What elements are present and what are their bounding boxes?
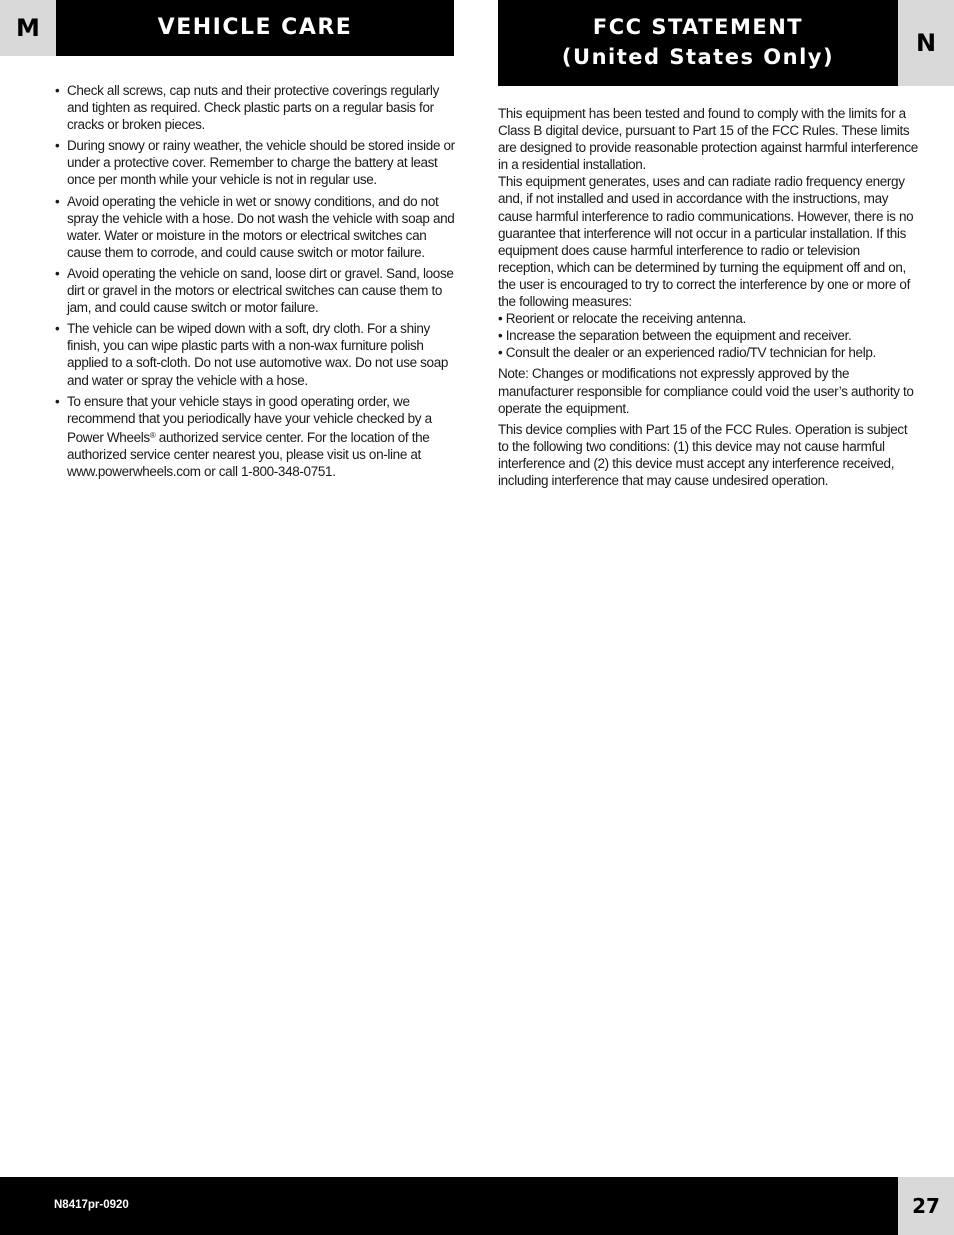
registered-mark: ® (149, 430, 156, 440)
fcc-note: Note: Changes or modifications not expressly approved by the manufacturer responsible for compliance could void the user’s authority to operate the equipment. (498, 366, 914, 416)
fcc-title-line1: FCC STATEMENT (592, 15, 804, 39)
page-number: 27 (898, 1177, 954, 1235)
measure-item: • Increase the separation between the equipment and receiver. (498, 328, 852, 344)
fcc-compliance: This device complies with Part 15 of the FCC Rules. Operation is subject to the following two conditions: (1) this device may not cause harmful interference and (2) this device must accept any interference received, including interference that may cause undesired operation. (498, 421, 908, 488)
fcc-statement-title (498, 0, 898, 86)
section-letter-m: M (0, 0, 56, 56)
section-letter-n: N (898, 0, 954, 86)
footer-bar (0, 1177, 898, 1235)
fcc-title-line2: (United States Only) (561, 45, 835, 69)
fcc-paragraph-2: This equipment generates, uses and can radiate radio frequency energy and, if not installed and used in accordance with the instructions, may cause harmful interference to radio communications. However, there is no guarantee that interference will not occur in a particular installation. If this equipment does cause harmful interference to radio or television reception, which can be determined by turning the equipment off and on, the user is encouraged to try to correct the interference by one or more of the following measures: (498, 174, 914, 310)
list-item: • Check all screws, cap nuts and their protective coverings regularly and tighten as required. Check plastic parts on a regular basis for cracks or broken pieces. (55, 82, 460, 133)
list-item: • The vehicle can be wiped down with a soft, dry cloth. For a shiny finish, you can wipe plastic parts with a non-wax furniture polish applied to a soft-cloth. Do not use automotive wax. Do not use soap and water or spray the vehicle with a hose. (55, 320, 460, 388)
list-item: • Avoid operating the vehicle in wet or snowy conditions, and do not spray the vehicle with a hose. Do not wash the vehicle with soap and water. Water or moisture in the motors or electrical switches can cause them to corrode, and could cause switch or motor failure. (55, 193, 460, 261)
vehicle-care-title: VEHICLE CARE (56, 0, 454, 56)
vehicle-care-list (55, 82, 460, 480)
vehicle-care-column (55, 82, 460, 484)
list-item (55, 393, 460, 480)
fcc-paragraph-1: This equipment has been tested and found to comply with the limits for a Class B digital device, pursuant to Part 15 of the FCC Rules. These limits are designed to provide reasonable protection against harmful interference in a residential installation. (498, 106, 918, 173)
measure-item: • Consult the dealer or an experienced radio/TV technician for help. (498, 345, 876, 361)
service-text-before: To ensure that your vehicle stays in good operating order, we recommend that you periodically have your vehicle checked by a Power Wheels (67, 393, 432, 445)
list-item: • During snowy or rainy weather, the vehicle should be stored inside or under a protective cover. Remember to charge the battery at least once per month while your vehicle is not in regular use. (55, 137, 460, 188)
service-text-after: authorized service center. For the location of the authorized service center nearest you, please visit us on-line at www.powerwheels.com or call 1-800-348-0751. (67, 429, 430, 479)
list-item: • Avoid operating the vehicle on sand, loose dirt or gravel. Sand, loose dirt or gravel in the motors or electrical switches can cause them to jam, and could cause switch or motor failure. (55, 265, 460, 316)
fcc-column (498, 105, 918, 493)
document-code: N8417pr-0920 (54, 1199, 129, 1211)
measure-item: • Reorient or relocate the receiving antenna. (498, 311, 746, 327)
